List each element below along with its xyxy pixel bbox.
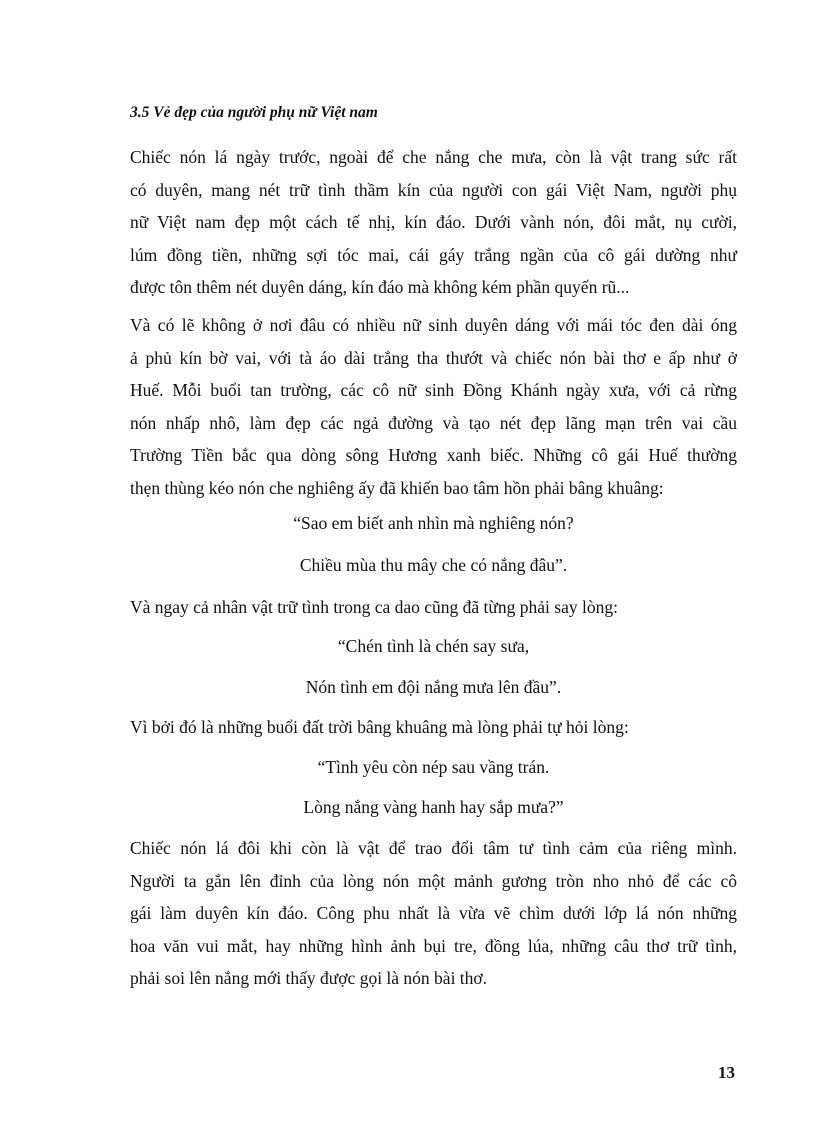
paragraph-1 (130, 141, 737, 304)
paragraph-line: Huế. Mỗi buổi tan trường, các cô nữ sinh Đồng Khánh ngày xưa, với cả rừng (130, 380, 737, 400)
paragraph-line: phải soi lên nắng mới thấy được gọi là nón bài thơ. (130, 968, 488, 988)
paragraph-line: Trường Tiền bắc qua dòng sông Hương xanh biếc. Những cô gái Huế thường (130, 445, 737, 465)
paragraph-line: Người ta gắn lên đỉnh của lòng nón một mảnh gương tròn nho nhỏ để các cô (130, 870, 737, 891)
section-heading: 3.5 Vẻ đẹp của người phụ nữ Việt nam (130, 104, 378, 121)
verse-3-line-2: Lòng nắng vàng hanh hay sắp mưa?” (303, 797, 564, 817)
paragraph-line: được tôn thêm nét duyên dáng, kín đáo mà không kém phần quyến rũ... (130, 277, 630, 297)
paragraph-line: nón nhấp nhô, làm đẹp các ngả đường và tạo nét đẹp lãng mạn trên vai cầu (130, 412, 737, 433)
verse-2-line-2: Nón tình em đội nắng mưa lên đầu”. (305, 677, 562, 697)
verse-3-line-1: “Tình yêu còn nép sau vầng trán. (317, 757, 550, 777)
paragraph-line: Và có lẽ không ở nơi đâu có nhiều nữ sinh duyên dáng với mái tóc đen dài óng (130, 315, 737, 335)
paragraph-2 (130, 309, 737, 504)
paragraph-line: nữ Việt nam đẹp một cách tế nhị, kín đáo. Dưới vành nón, đôi mắt, nụ cười, (130, 212, 737, 232)
paragraph-line: lúm đồng tiền, những sợi tóc mai, cái gáy trắng ngần của cô gái dường như (130, 244, 737, 265)
paragraph-3 (130, 832, 737, 995)
paragraph-line: thẹn thùng kéo nón che nghiêng ấy đã khiến bao tâm hồn phải bâng khuâng: (130, 477, 664, 498)
verse-1-line-1: “Sao em biết anh nhìn mà nghiêng nón? (293, 513, 574, 533)
paragraph-line: có duyên, mang nét trữ tình thầm kín của người con gái Việt Nam, người phụ (130, 179, 737, 200)
paragraph-line: ả phủ kín bờ vai, với tà áo dài trắng tha thướt và chiếc nón bài thơ e ấp như ở (130, 347, 737, 368)
verse-2-line-1: “Chén tình là chén say sưa, (337, 636, 530, 656)
paragraph-line: Chiếc nón lá đôi khi còn là vật để trao đổi tâm tư tình cảm của riêng mình. (130, 838, 737, 858)
verse-1-line-2: Chiều mùa thu mây che có nắng đâu”. (299, 555, 568, 575)
verse-intro-2: Và ngay cả nhân vật trữ tình trong ca dao cũng đã từng phải say lòng: (130, 597, 618, 617)
page-number: 13 (718, 1063, 735, 1082)
paragraph-line: gái làm duyên kín đáo. Công phu nhất là vừa vẽ chìm dưới lớp lá nón những (130, 903, 737, 923)
paragraph-line: hoa văn vui mắt, hay những hình ảnh bụi tre, đồng lúa, những câu thơ trữ tình, (130, 935, 737, 956)
paragraph-line: Chiếc nón lá ngày trước, ngoài để che nắng che mưa, còn là vật trang sức rất (130, 147, 737, 167)
verse-intro-3: Vì bởi đó là những buổi đất trời bâng khuâng mà lòng phải tự hỏi lòng: (130, 717, 629, 737)
